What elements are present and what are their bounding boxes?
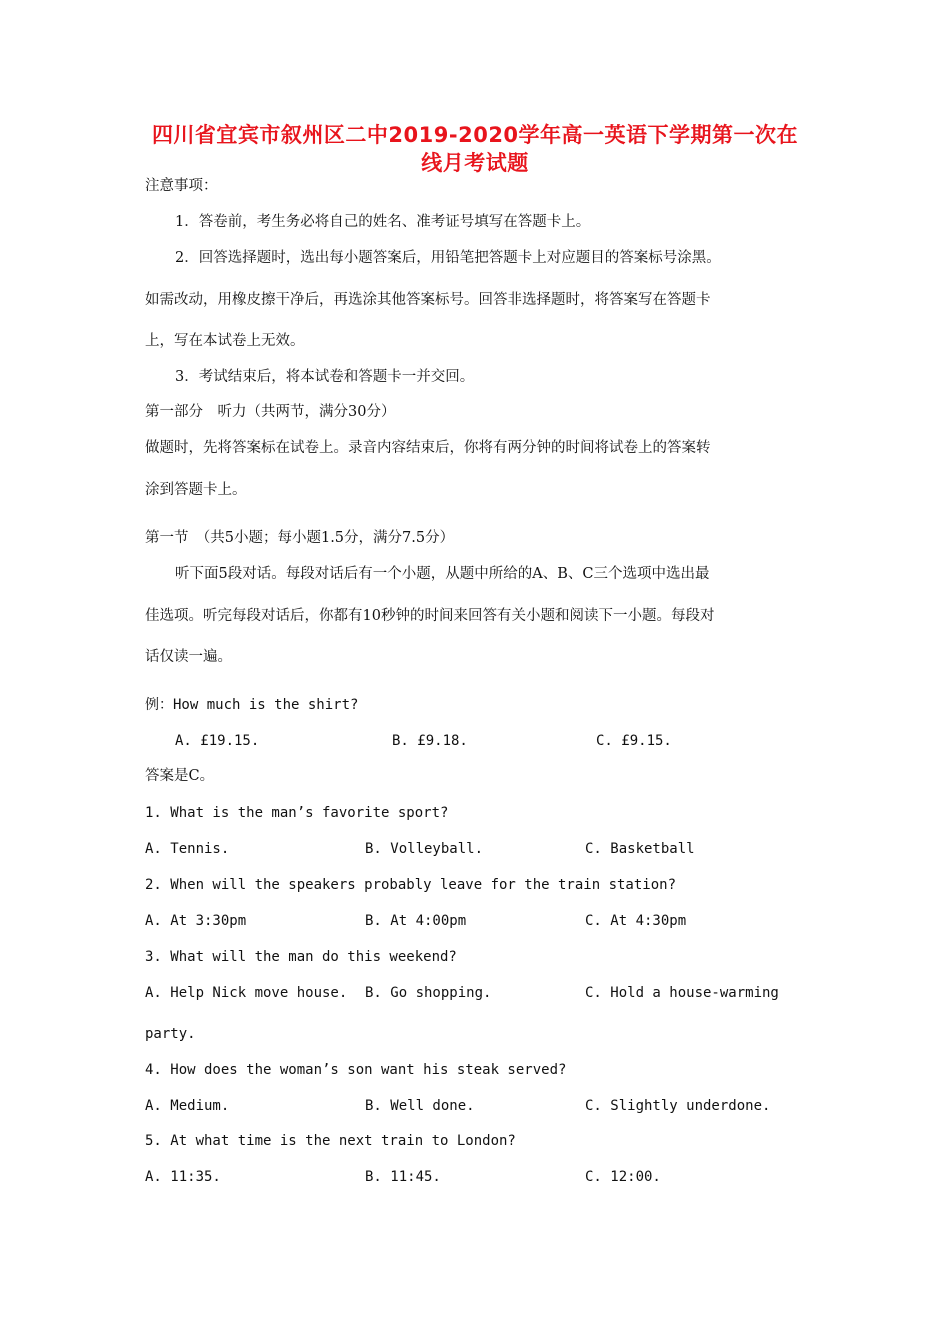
q2-option-c: C. At 4:30pm: [585, 913, 687, 929]
note-item-2-cont: 如需改动，用橡皮擦干净后，再选涂其他答案标号。回答非选择题时，将答案写在答题卡: [145, 292, 711, 308]
q4-option-a: A. Medium.: [145, 1098, 230, 1114]
question-4: 4. How does the woman’s son want his steak served?: [145, 1062, 567, 1078]
q1-option-c: C. Basketball: [585, 841, 695, 857]
q1-option-a: A. Tennis.: [145, 841, 230, 857]
part1-heading: 第一部分 听力（共两节，满分30分）: [145, 404, 396, 420]
document-title-line1: 四川省宜宾市叙州区二中2019-2020学年高一英语下学期第一次在: [151, 123, 799, 147]
question-5: 5. At what time is the next train to London?: [145, 1133, 516, 1149]
note-item-2: 2．回答选择题时，选出每小题答案后，用铅笔把答题卡上对应题目的答案标号涂黑。: [175, 250, 721, 266]
q5-option-a: A. 11:35.: [145, 1169, 221, 1185]
q2-option-a: A. At 3:30pm: [145, 913, 247, 929]
question-3: 3. What will the man do this weekend?: [145, 949, 457, 965]
example-option-b: B. £9.18.: [392, 733, 468, 749]
example-question: 例：How much is the shirt?: [145, 697, 359, 713]
part1-instructions-cont: 涂到答题卡上。: [145, 482, 247, 498]
q2-option-b: B. At 4:00pm: [365, 913, 467, 929]
example-option-a: A. £19.15.: [175, 733, 260, 749]
q5-option-b: B. 11:45.: [365, 1169, 441, 1185]
section1-heading: 第一节 （共5小题；每小题1.5分，满分7.5分）: [145, 530, 455, 546]
q4-option-b: B. Well done.: [365, 1098, 475, 1114]
section1-instructions-cont: 佳选项。听完每段对话后，你都有10秒钟的时间来回答有关小题和阅读下一小题。每段对: [145, 608, 715, 624]
note-item-3: 3．考试结束后，将本试卷和答题卡一并交回。: [175, 369, 475, 385]
example-option-c: C. £9.15.: [596, 733, 672, 749]
example-answer: 答案是C。: [145, 768, 215, 784]
question-1: 1. What is the man’s favorite sport?: [145, 805, 449, 821]
q3-option-c-cont: party.: [145, 1026, 196, 1042]
q1-option-b: B. Volleyball.: [365, 841, 484, 857]
q3-option-b: B. Go shopping.: [365, 985, 492, 1001]
note-item-2-cont2: 上，写在本试卷上无效。: [145, 333, 305, 349]
q5-option-c: C. 12:00.: [585, 1169, 661, 1185]
question-2: 2. When will the speakers probably leave for the train station?: [145, 877, 677, 893]
document-title-line2: 线月考试题: [421, 151, 529, 175]
section1-instructions-cont2: 话仅读一遍。: [145, 649, 232, 665]
part1-instructions: 做题时，先将答案标在试卷上。录音内容结束后，你将有两分钟的时间将试卷上的答案转: [145, 440, 711, 456]
q3-option-c: C. Hold a house-warming: [585, 985, 779, 1001]
q3-option-a: A. Help Nick move house.: [145, 985, 348, 1001]
q4-option-c: C. Slightly underdone.: [585, 1098, 771, 1114]
note-item-1: 1．答卷前，考生务必将自己的姓名、准考证号填写在答题卡上。: [175, 214, 591, 230]
notes-heading: 注意事项：: [145, 178, 218, 194]
section1-instructions: 听下面5段对话。每段对话后有一个小题，从题中所给的A、B、C三个选项中选出最: [175, 566, 710, 582]
